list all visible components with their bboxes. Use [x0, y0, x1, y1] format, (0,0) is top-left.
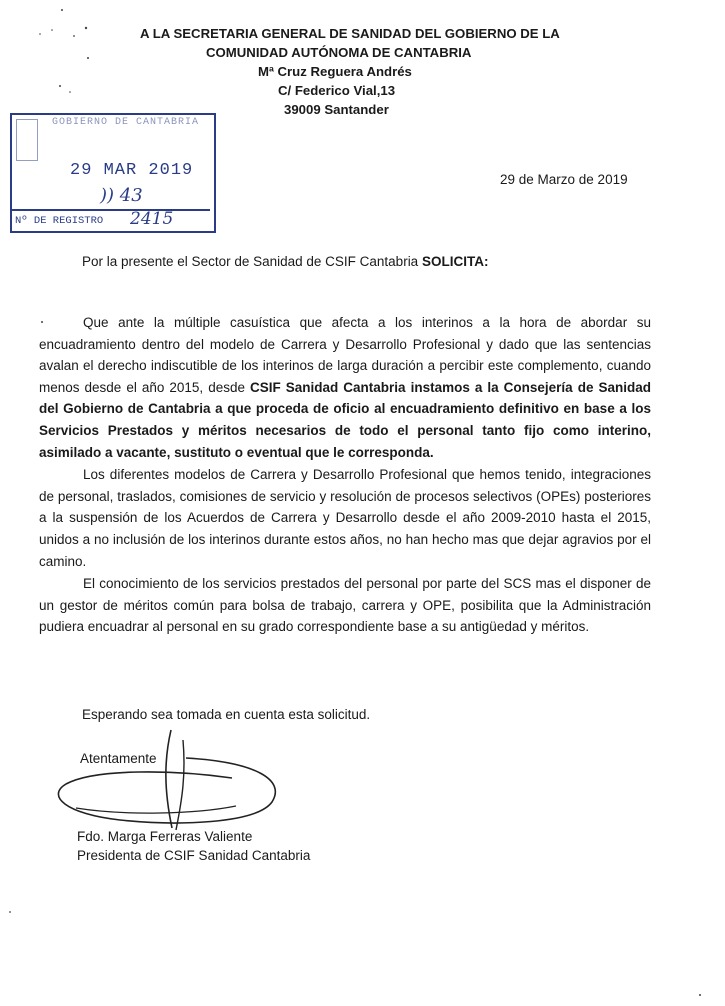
paragraph-1 [39, 312, 651, 463]
letter-body [39, 312, 651, 638]
intro-solicita: SOLICITA: [421, 254, 489, 269]
signer-name: Fdo. Marga Ferreras Valiente [77, 829, 253, 844]
recipient-name: Mª Cruz Reguera Andrés [258, 64, 412, 79]
signer-block [77, 827, 310, 865]
paragraph-3: El conocimiento de los servicios prestados del personal por parte del SCS mas el disponer de un gestor de méritos común para bolsa de trabajo, carrera y OPE, posibilita que la Administración pudiera encuadrar al personal en su grado correspondiente base a su antigüedad y méritos. [39, 576, 651, 635]
recipient-line-2: COMUNIDAD AUTÓNOMA DE CANTABRIA [206, 45, 472, 60]
stamp-registry-number: 2415 [130, 209, 174, 229]
stamp-header: GOBIERNO DE CANTABRIA [52, 117, 200, 128]
paragraph-2: Los diferentes modelos de Carrera y Desarrollo Profesional que hemos tenido, integraciones de personal, traslados, comisiones de servicio y resolución de procesos selectivos (OPEs) posteriores a la suspensión de los Acuerdos de Carrera y Desarrollo desde el año 2009-2010 hasta el 2015, unidos a no inclusión de los interinos durante estos años, no han hecho mas que dejar agravios por el camino. [39, 467, 651, 569]
recipient-city: 39009 Santander [284, 102, 389, 117]
registry-stamp [10, 113, 216, 233]
recipient-line-1: A LA SECRETARIA GENERAL DE SANIDAD DEL GOBIERNO DE LA [140, 26, 560, 41]
recipient-address [140, 24, 560, 119]
intro-text: Por la presente el Sector de Sanidad de CSIF Cantabria [82, 254, 422, 269]
document-date: 29 de Marzo de 2019 [500, 172, 628, 187]
paragraph-1-text: Que ante la múltiple casuística que afecta a los interinos a la hora de abordar su encuadramiento dentro del modelo de Carrera y Desarrollo Profesional y dado que las sentencias avalan el derecho indiscutible de los interinos de larga duración a percibir este complemento, cuando menos desde el año 2015, desde [39, 315, 651, 395]
crest-icon [16, 119, 38, 161]
stamp-registry-label: Nº DE REGISTRO [15, 215, 104, 227]
paragraph-1-bold: CSIF Sanidad Cantabria instamos a la Consejería de Sanidad del Gobierno de Cantabria a que proceda de oficio al encuadramiento definitivo en base a los Servicios Prestados y méritos necesarios de todo el personal tanto fijo como interino, asimilado a vacante, sustituto o eventual que le corresponda. [39, 379, 651, 460]
stamp-time: )) 43 [100, 185, 143, 206]
signer-title: Presidenta de CSIF Sanidad Cantabria [77, 848, 311, 863]
greeting: Atentamente [80, 751, 157, 766]
intro-line [82, 254, 488, 269]
stamp-registry-row [12, 209, 210, 231]
stamp-date: 29 MAR 2019 [70, 161, 194, 180]
closing-line: Esperando sea tomada en cuenta esta solicitud. [82, 707, 371, 722]
recipient-street: C/ Federico Vial,13 [278, 83, 396, 98]
